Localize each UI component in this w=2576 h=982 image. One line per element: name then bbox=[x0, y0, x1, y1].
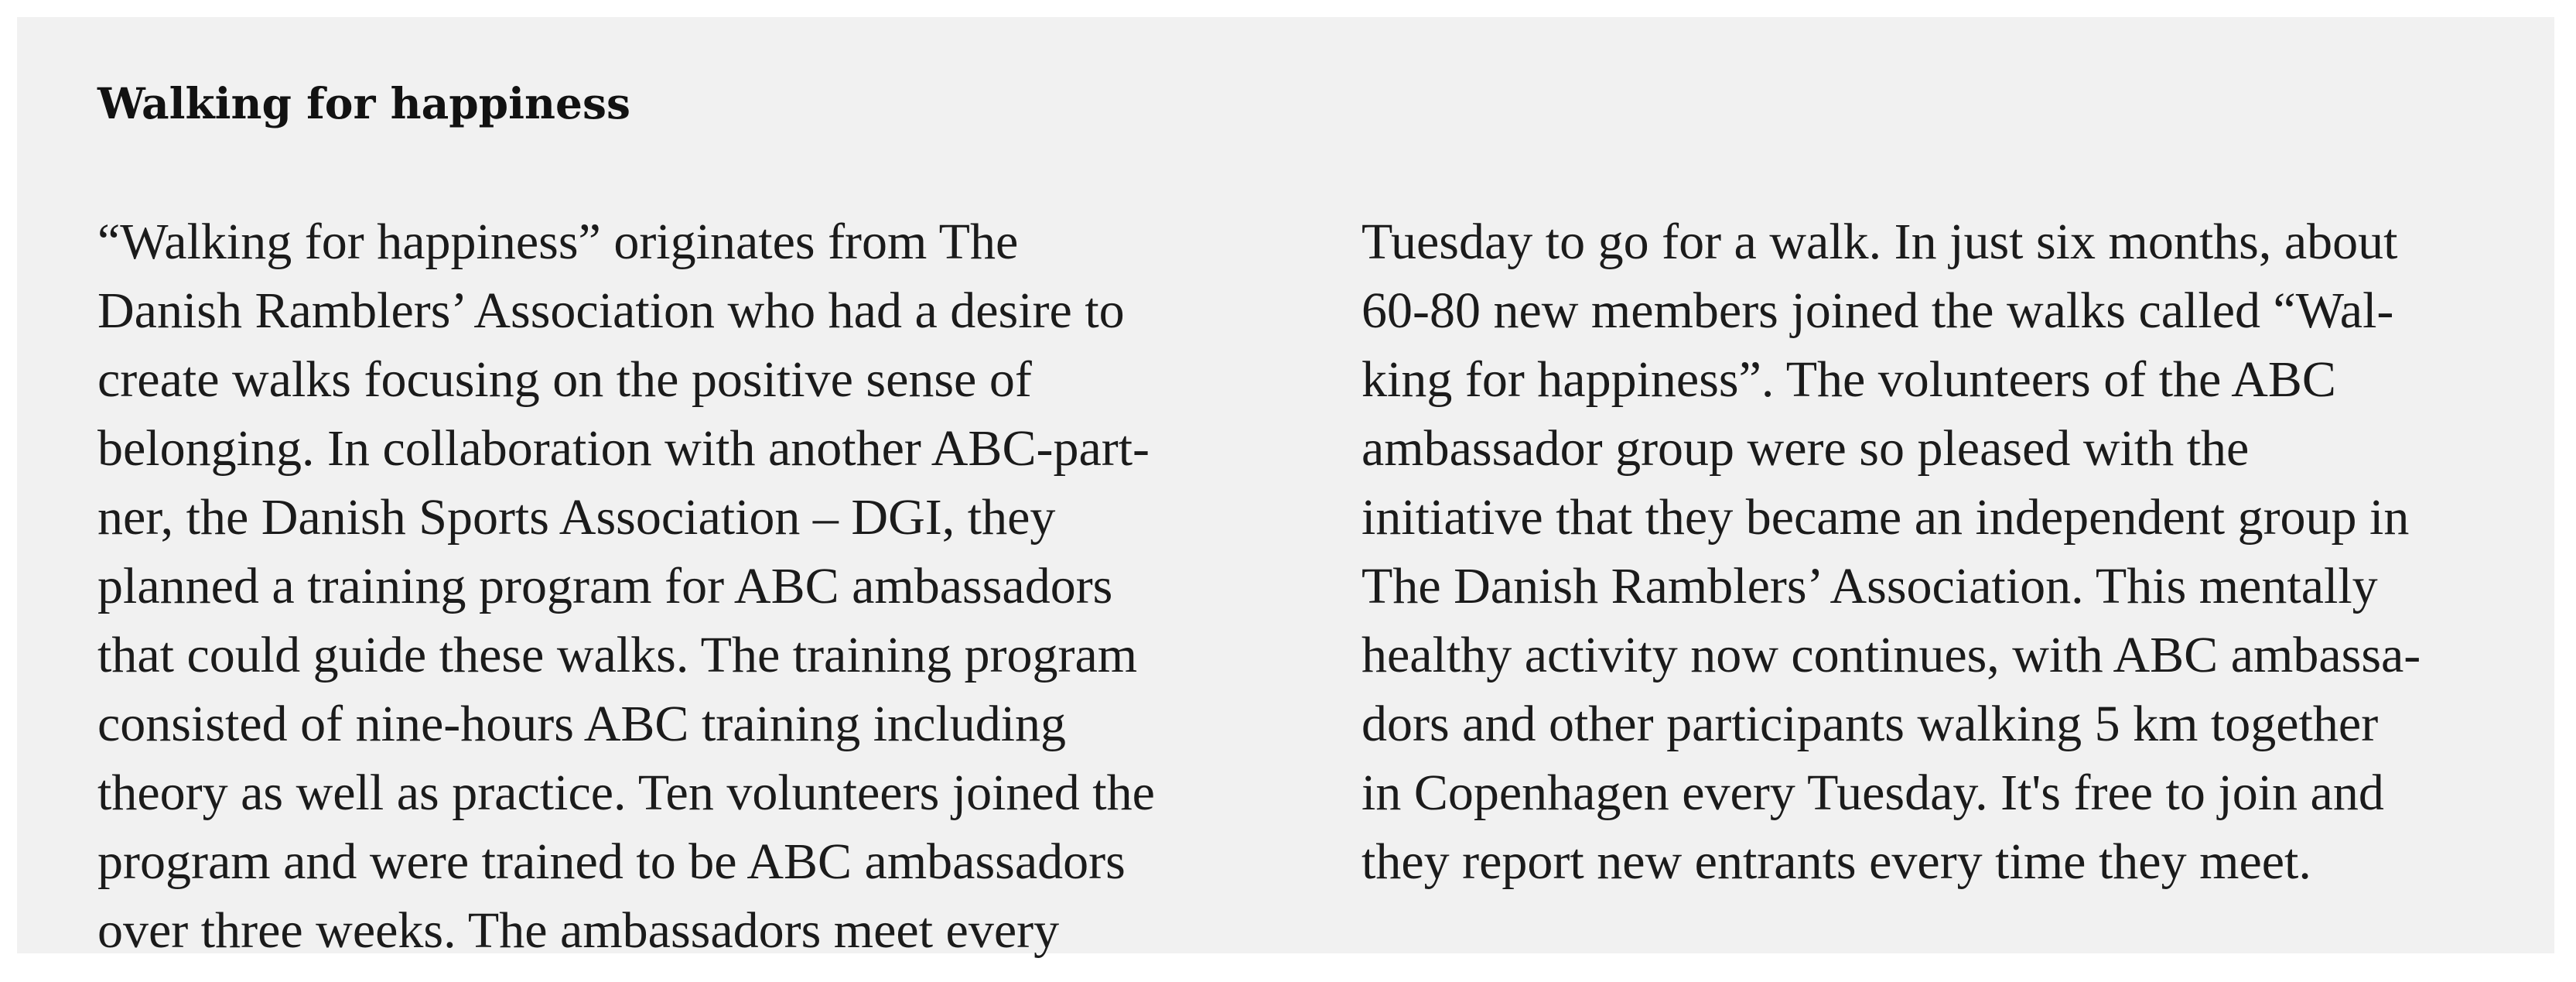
text-line: Danish Ramblers’ Association who had a desire to bbox=[97, 282, 1125, 339]
text-line: over three weeks. The ambassadors meet every bbox=[97, 902, 1060, 959]
text-line: “Walking for happiness” originates from The bbox=[97, 214, 1019, 270]
text-line: consisted of nine-hours ABC training including bbox=[97, 696, 1067, 752]
text-line: healthy activity now continues, with ABC ambassa- bbox=[1361, 627, 2421, 683]
text-line: initiative that they became an independent group in bbox=[1361, 489, 2410, 546]
right-column bbox=[1361, 207, 2421, 896]
text-line: 60-80 new members joined the walks called “Wal- bbox=[1361, 282, 2394, 339]
text-line: Tuesday to go for a walk. In just six months, about bbox=[1361, 214, 2398, 270]
text-line: dors and other participants walking 5 km together bbox=[1361, 696, 2379, 752]
article-box bbox=[17, 17, 2554, 959]
article-title: Walking for happiness bbox=[97, 78, 630, 128]
text-line: program and were trained to be ABC ambassadors bbox=[97, 833, 1126, 890]
text-line: theory as well as practice. Ten volunteers joined the bbox=[97, 765, 1155, 821]
text-line: ner, the Danish Sports Association – DGI, they bbox=[97, 489, 1056, 546]
text-line: create walks focusing on the positive sense of bbox=[97, 351, 1032, 408]
text-line: they report new entrants every time they meet. bbox=[1361, 833, 2311, 890]
text-line: planned a training program for ABC ambassadors bbox=[97, 558, 1113, 614]
left-column bbox=[97, 207, 1155, 965]
text-line: in Copenhagen every Tuesday. It's free to join and bbox=[1361, 765, 2384, 821]
text-line: ambassador group were so pleased with the bbox=[1361, 420, 2250, 477]
text-line: belonging. In collaboration with another ABC-part- bbox=[97, 420, 1150, 477]
text-line: that could guide these walks. The training program bbox=[97, 627, 1138, 683]
text-line: king for happiness”. The volunteers of the ABC bbox=[1361, 351, 2336, 408]
text-line: The Danish Ramblers’ Association. This mentally bbox=[1361, 558, 2378, 614]
